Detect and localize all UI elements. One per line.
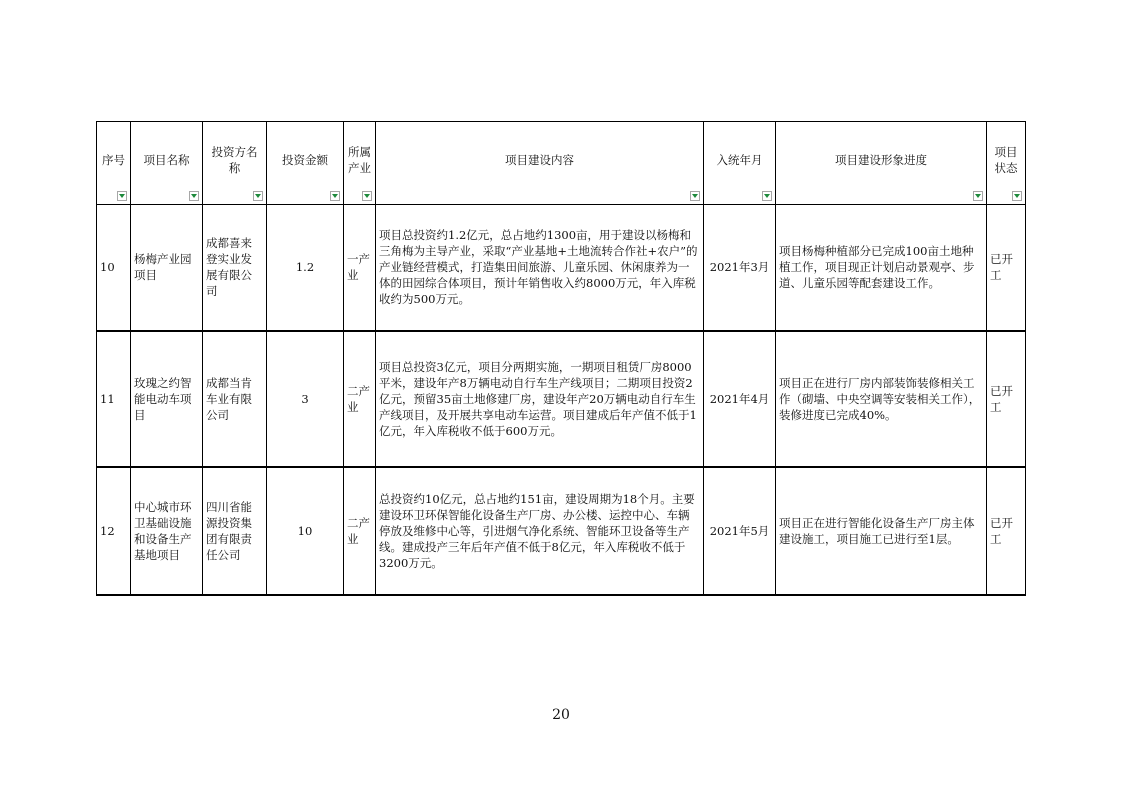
- cell-investor: 成都当肯车业有限公司: [203, 331, 267, 467]
- cell-content: 总投资约10亿元，总占地约151亩，建设周期为18个月。主要建设环卫环保智能化设备生产厂房、办公楼、运控中心、车辆停放及维修中心等，引进烟气净化系统、智能环卫设备等生产线。建成投产三年后年产值不低于8亿元，年入库税收不低于3200万元。: [376, 467, 704, 595]
- cell-status: 已开工: [987, 331, 1026, 467]
- cell-name: 杨梅产业园项目: [131, 205, 203, 331]
- filter-dropdown-icon[interactable]: [690, 191, 700, 201]
- cell-seq: 12: [97, 467, 131, 595]
- cell-investor: 成都喜来登实业发展有限公司: [203, 205, 267, 331]
- cell-progress: 项目正在进行厂房内部装饰装修相关工作（砌墙、中央空调等安装相关工作），装修进度已完成40%。: [776, 331, 987, 467]
- header-amount: 投资金额: [267, 122, 344, 205]
- cell-amount: 1.2: [267, 205, 344, 331]
- filter-dropdown-icon[interactable]: [253, 191, 263, 201]
- project-table: [96, 121, 1026, 596]
- filter-dropdown-icon[interactable]: [973, 191, 983, 201]
- filter-dropdown-icon[interactable]: [762, 191, 772, 201]
- cell-industry: 二产业: [344, 467, 376, 595]
- header-investor: 投资方名称: [203, 122, 267, 205]
- cell-seq: 11: [97, 331, 131, 467]
- header-date: 入统年月: [704, 122, 776, 205]
- table-row: [97, 467, 1026, 595]
- cell-status: 已开工: [987, 205, 1026, 331]
- filter-dropdown-icon[interactable]: [362, 191, 372, 201]
- header-content: 项目建设内容: [376, 122, 704, 205]
- cell-progress: 项目正在进行智能化设备生产厂房主体建设施工，项目施工已进行至1层。: [776, 467, 987, 595]
- filter-dropdown-icon[interactable]: [330, 191, 340, 201]
- cell-content: 项目总投资3亿元，项目分两期实施，一期项目租赁厂房8000平米，建设年产8万辆电动自行车生产线项目；二期项目投资2亿元，预留35亩土地修建厂房，建设年产20万辆电动自行车生产线项目，及开展共享电动车运营。项目建成后年产值不低于1亿元，年入库税收不低于600万元。: [376, 331, 704, 467]
- cell-amount: 3: [267, 331, 344, 467]
- cell-date: 2021年3月: [704, 205, 776, 331]
- cell-name: 玫瑰之约智能电动车项目: [131, 331, 203, 467]
- header-seq: 序号: [97, 122, 131, 205]
- table-row: [97, 331, 1026, 467]
- cell-status: 已开工: [987, 467, 1026, 595]
- filter-dropdown-icon[interactable]: [1012, 191, 1022, 201]
- table-row: [97, 205, 1026, 331]
- page-number: 20: [552, 707, 570, 723]
- header-row: [97, 122, 1026, 205]
- header-status: 项目状态: [987, 122, 1026, 205]
- header-progress: 项目建设形象进度: [776, 122, 987, 205]
- filter-dropdown-icon[interactable]: [117, 191, 127, 201]
- cell-name: 中心城市环卫基础设施和设备生产基地项目: [131, 467, 203, 595]
- header-name: 项目名称: [131, 122, 203, 205]
- cell-industry: 一产业: [344, 205, 376, 331]
- cell-amount: 10: [267, 467, 344, 595]
- cell-date: 2021年4月: [704, 331, 776, 467]
- cell-investor: 四川省能源投资集团有限责任公司: [203, 467, 267, 595]
- cell-content: 项目总投资约1.2亿元，总占地约1300亩，用于建设以杨梅和三角梅为主导产业，采取“产业基地+土地流转合作社+农户”的产业链经营模式，打造集田间旅游、儿童乐园、休闲康养为一体的田园综合体项目，预计年销售收入约8000万元，年入库税收约为500万元。: [376, 205, 704, 331]
- filter-dropdown-icon[interactable]: [189, 191, 199, 201]
- cell-progress: 项目杨梅种植部分已完成100亩土地种植工作，项目现正计划启动景观亭、步道、儿童乐园等配套建设工作。: [776, 205, 987, 331]
- cell-industry: 二产业: [344, 331, 376, 467]
- cell-seq: 10: [97, 205, 131, 331]
- cell-date: 2021年5月: [704, 467, 776, 595]
- header-industry: 所属产业: [344, 122, 376, 205]
